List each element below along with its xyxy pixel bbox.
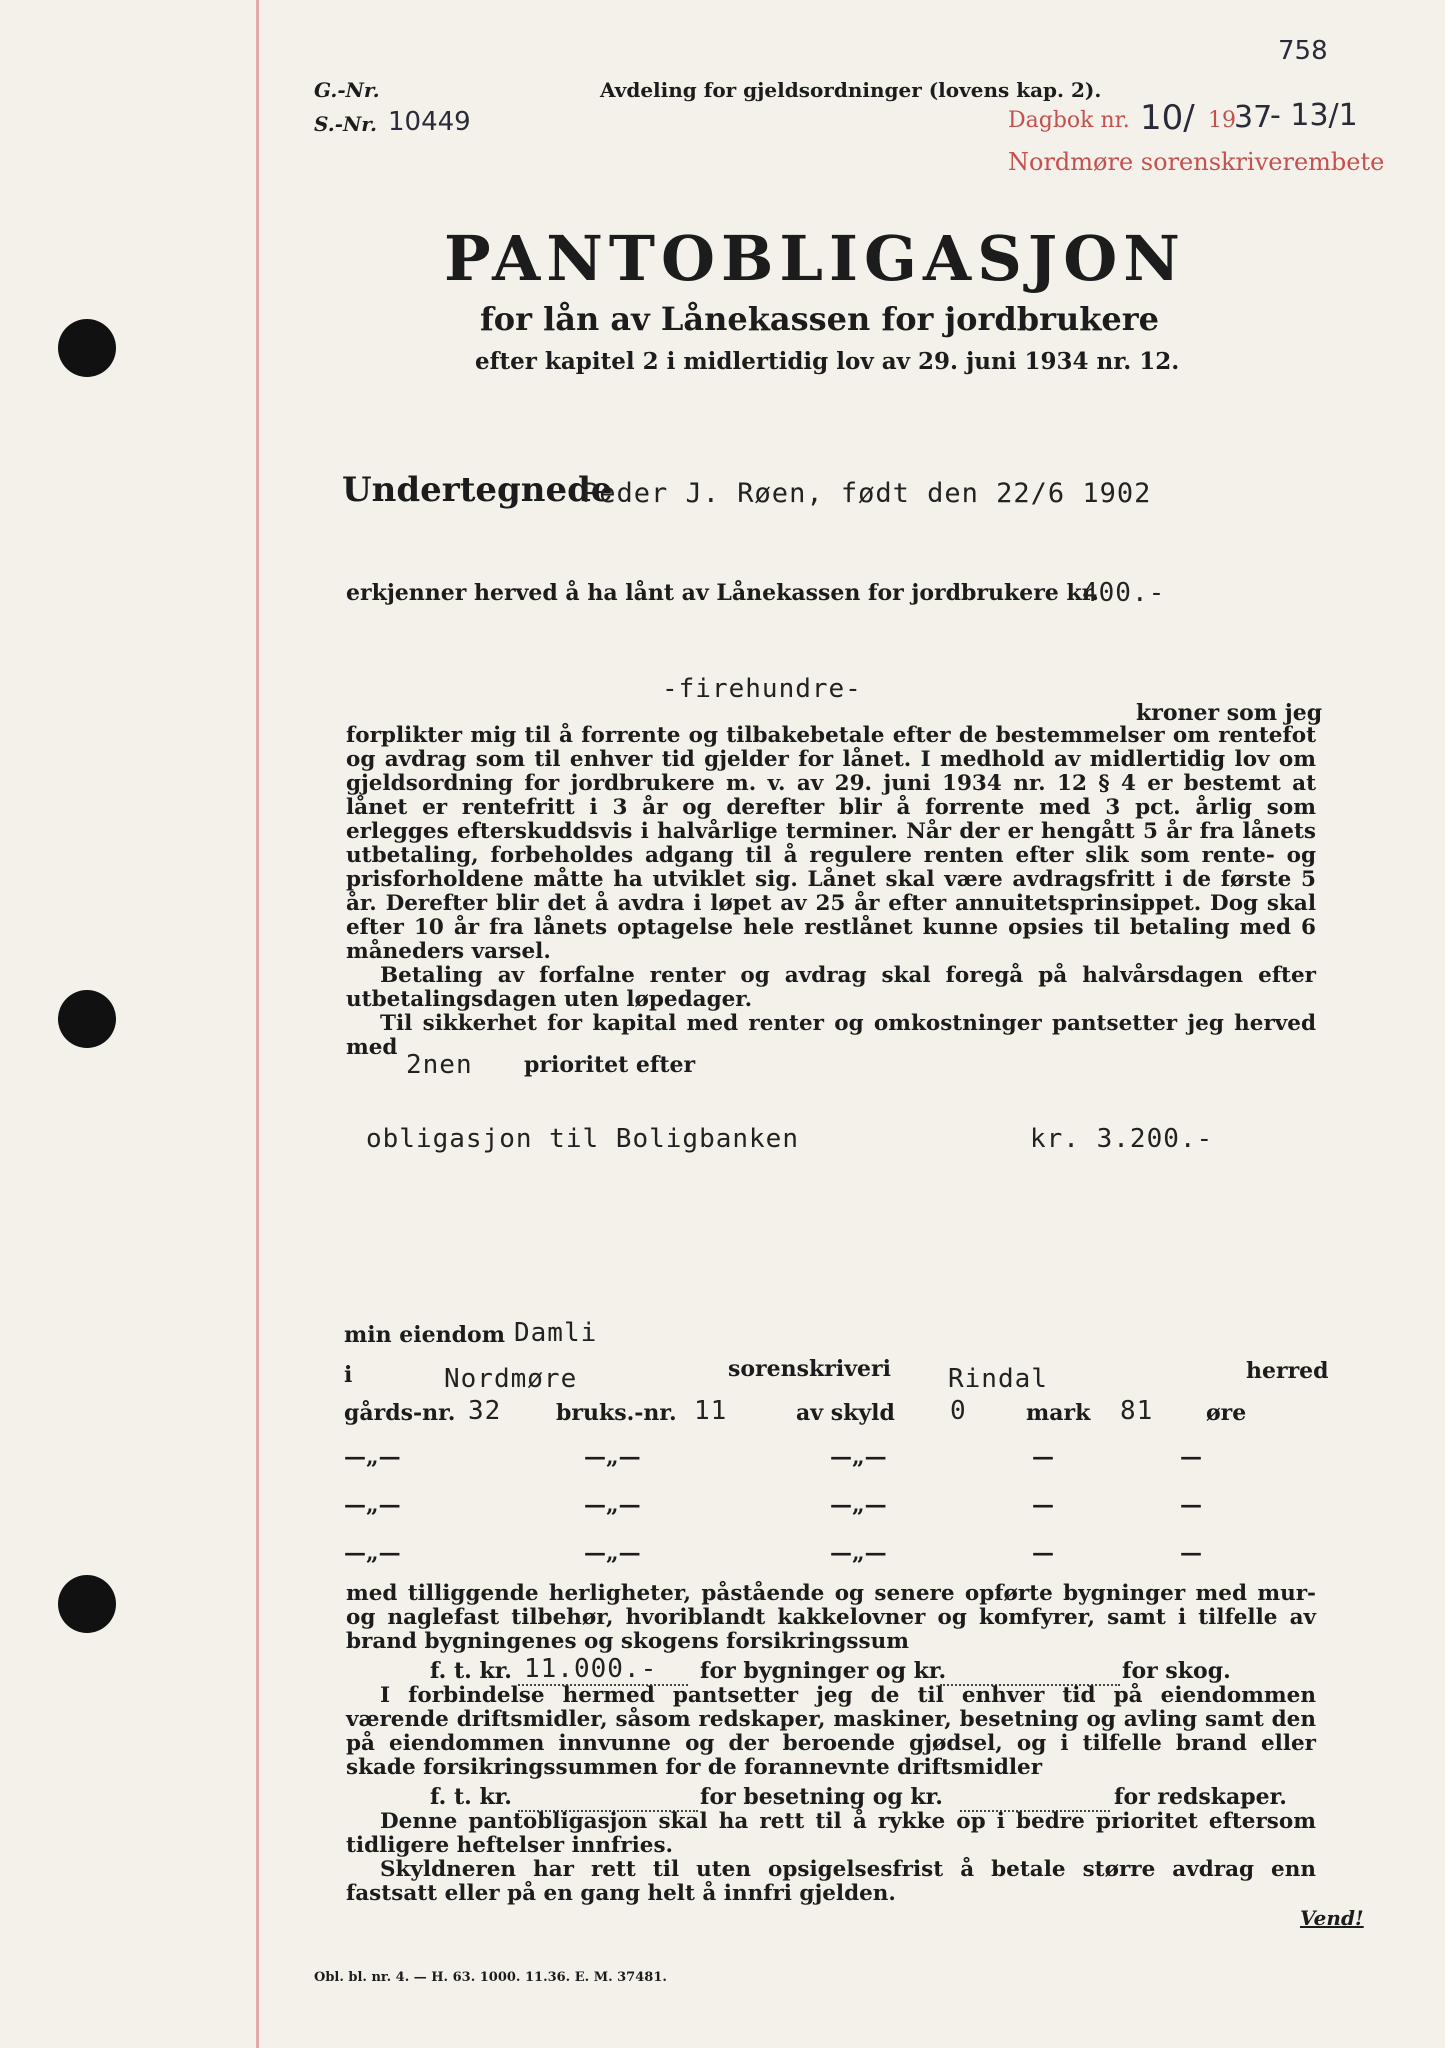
payment-paragraph: Betaling av forfalne renter og avdrag skal foregå på halvårsdagen efter utbetalingsdagen uten løpedager.	[346, 963, 1316, 1012]
form-reference: Obl. bl. nr. 4. — H. 63. 1000. 11.36. E. M. 37481.	[314, 1970, 667, 1985]
gnr-label: G.-Nr.	[314, 78, 380, 102]
for-tools-label: for redskaper.	[1114, 1784, 1287, 1810]
ditto-mark: „	[606, 1444, 619, 1470]
priority-value: 2nen	[406, 1050, 473, 1080]
punch-hole-middle	[58, 990, 116, 1048]
priority-label: prioritet efter	[524, 1052, 696, 1078]
appurtenances-block	[346, 1582, 1316, 1654]
sorenskriveri-label: sorenskriveri	[728, 1356, 891, 1382]
punch-hole-top	[58, 319, 116, 377]
terms-block	[346, 724, 1316, 1060]
ft-label-buildings: f. t. kr.	[430, 1658, 512, 1684]
buildings-insurance-amount: 11.000.-	[524, 1654, 658, 1684]
equipment-block	[346, 1684, 1316, 1780]
dash: —	[1180, 1444, 1202, 1470]
dagbok-label: Dagbok nr.	[1008, 108, 1130, 133]
eiendom-value: Damli	[514, 1318, 598, 1348]
dagbok-year-prefix: 19	[1208, 108, 1236, 133]
herred-label: herred	[1246, 1358, 1329, 1384]
for-livestock-label: for besetning og kr.	[700, 1784, 943, 1810]
ditto-mark: „	[852, 1444, 865, 1470]
ore-value: 81	[1120, 1396, 1154, 1426]
district-value: Nordmøre	[444, 1364, 578, 1394]
margin-line	[256, 0, 259, 2048]
i-label: i	[344, 1362, 353, 1388]
equipment-paragraph: I forbindelse hermed pantsetter jeg de til enhver tid på eiendommen værende driftsmidler, såsom redskaper, maskiner, besetning og avling samt den på eiendommen innvunne og der beroende gjødsel, og i tilfelle brand eller skade forsikringssummen for de forannevnte driftsmidler	[346, 1683, 1316, 1780]
debtor-paragraph: Skyldneren har rett til uten opsigelsesfrist å betale større avdrag enn fastsatt eller på en gang helt å innfri gjelden.	[346, 1857, 1316, 1906]
loan-amount-words: -firehundre-	[662, 674, 862, 704]
closing-block	[346, 1810, 1316, 1906]
herred-value: Rindal	[948, 1364, 1048, 1394]
snr-value: 10449	[388, 107, 471, 137]
ditto-mark: „	[366, 1540, 379, 1566]
tools-amount-line	[960, 1784, 1110, 1812]
office-stamp: Nordmøre sorenskriverembete	[1008, 148, 1385, 176]
ore-label: øre	[1206, 1400, 1247, 1426]
dash: —	[1032, 1444, 1054, 1470]
dagbok-year-suffix: 37	[1234, 100, 1273, 135]
for-forest-label: for skog.	[1122, 1658, 1231, 1684]
dash: —	[1180, 1540, 1202, 1566]
dash: —	[1180, 1492, 1202, 1518]
signatory-name: Peder J. Røen, født den 22/6 1902	[582, 478, 1152, 509]
ditto-mark: „	[852, 1540, 865, 1566]
legal-basis: efter kapitel 2 i midlertidig lov av 29. juni 1934 nr. 12.	[475, 348, 1180, 375]
page-number: 758	[1278, 36, 1328, 66]
turn-over: Vend!	[1300, 1906, 1364, 1930]
dagbok-date: - 13/1	[1270, 98, 1358, 133]
prior-lien-amount: kr. 3.200.-	[1030, 1124, 1214, 1154]
bruks-label: bruks.-nr.	[556, 1400, 677, 1426]
department-heading: Avdeling for gjeldsordninger (lovens kap. 2).	[600, 78, 1102, 102]
punch-hole-bottom	[58, 1575, 116, 1633]
ditto-mark: „	[852, 1492, 865, 1518]
acknowledgement-text: erkjenner herved å ha lånt av Lånekassen for jordbrukere kr.	[346, 580, 1099, 606]
for-buildings-label: for bygninger og kr.	[700, 1658, 947, 1684]
priority-paragraph: Denne pantobligasjon skal ha rett til å rykke op i bedre prioritet eftersom tidligere heftelser innfries.	[346, 1809, 1316, 1858]
ditto-mark: „	[606, 1492, 619, 1518]
dash: —	[1032, 1540, 1054, 1566]
ditto-mark: „	[606, 1540, 619, 1566]
mark-label: mark	[1026, 1400, 1091, 1426]
security-paragraph: Til sikkerhet for kapital med renter og omkostninger pantsetter jeg herved med	[346, 1011, 1316, 1060]
eiendom-label: min eiendom	[344, 1322, 505, 1348]
kroner-label: kroner som jeg	[1136, 700, 1323, 726]
livestock-amount-line	[518, 1784, 698, 1812]
dagbok-number: 10/	[1140, 98, 1195, 138]
bruks-nr-value: 11	[694, 1396, 728, 1426]
ditto-mark: „	[366, 1492, 379, 1518]
dash: —	[1032, 1492, 1054, 1518]
gards-label: gårds-nr.	[344, 1400, 456, 1426]
gards-nr-value: 32	[468, 1396, 502, 1426]
prior-lien-description: obligasjon til Boligbanken	[366, 1124, 799, 1154]
document-title: PANTOBLIGASJON	[444, 222, 1186, 295]
ft-label-equipment: f. t. kr.	[430, 1784, 512, 1810]
signatory-label: Undertegnede	[342, 470, 613, 510]
skyld-label: av skyld	[796, 1400, 895, 1426]
ditto-mark: „	[366, 1444, 379, 1470]
forest-amount-line	[940, 1658, 1120, 1686]
loan-amount: 400.-	[1082, 578, 1166, 608]
snr-label: S.-Nr.	[314, 112, 377, 136]
terms-paragraph: forplikter mig til å forrente og tilbakebetale efter de bestemmelser om rentefot og avdrag som til enhver tid gjelder for lånet. I medhold av midlertidig lov om gjeldsordning for jordbrukere m. v. av 29. juni 1934 nr. 12 § 4 er bestemt at lånet er rentefritt i 3 år og derefter blir å forrente med 3 pct. årlig som erlegges efterskuddsvis i halvårlige terminer. Når der er hengått 5 år fra lånets utbetaling, forbeholdes adgang til å regulere renten efter slik som rente- og prisforholdene måtte ha utviklet sig. Lånet skal være avdragsfritt i de første 5 år. Derefter blir det å avdra i løpet av 25 år efter annuitetsprinsippet. Dog skal efter 10 år fra lånets optagelse hele restlånet kunne opsies til betaling med 6 måneders varsel.	[346, 723, 1316, 964]
document-subtitle: for lån av Lånekassen for jordbrukere	[480, 300, 1159, 338]
mark-value: 0	[950, 1396, 967, 1426]
appurtenances-paragraph: med tilliggende herligheter, påstående og senere opførte bygninger med mur- og naglefast tilbehør, hvoriblandt kakkelovner og komfyrer, samt i tilfelle av brand bygningenes og skogens forsikringssum	[346, 1581, 1316, 1654]
